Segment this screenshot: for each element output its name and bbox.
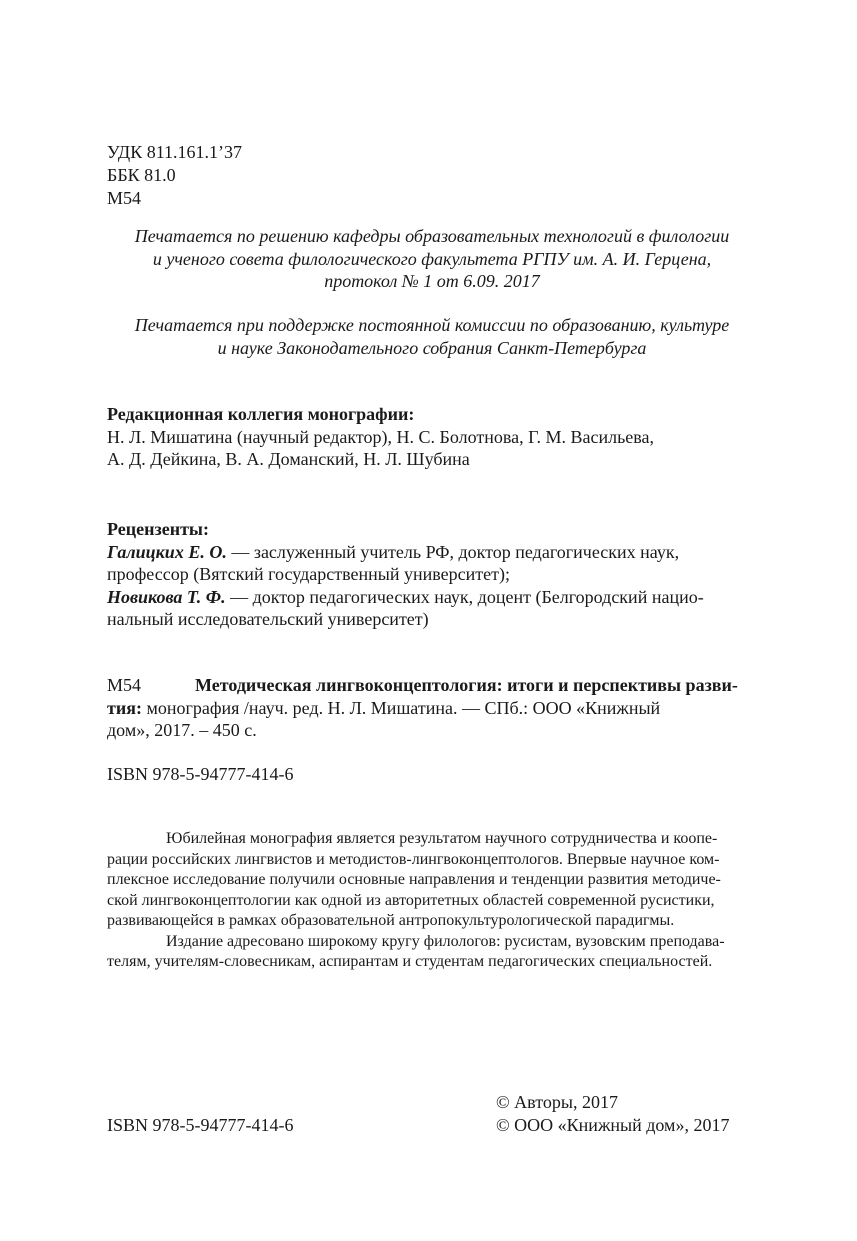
abstract [107,829,770,973]
copyright [496,1091,729,1136]
publication-decision [107,225,757,293]
support-line-2: и науке Законодательного собрания Санкт-Петербурга [217,337,647,358]
abstract-line: ской лингвоконцептологии как одной из авторитетных областей современной русистики, [107,891,715,909]
biblio-title-part-1: Методическая лингвоконцептология: итоги и перспективы разви- [195,675,738,695]
reviewer-2 [107,586,704,609]
biblio-title-part-2: тия: [107,697,142,718]
reviewer-2-desc: — доктор педагогических наук, доцент (Белгородский нацио- [225,586,704,607]
abstract-line: рации российских лингвистов и методистов-лингвоконцептологов. Впервые научное ком- [107,850,720,868]
editorial-line-1: Н. Л. Мишатина (научный редактор), Н. С. Болотнова, Г. М. Васильева, [107,426,655,447]
editorial-heading: Редакционная коллегия монографии: [107,404,415,424]
decision-line-2: и ученого совета филологического факультета РГПУ им. А. И. Герцена, [152,248,712,269]
reviewer-2-name: Новикова Т. Ф. [107,586,226,607]
reviewers [107,518,704,631]
decision-line-3: протокол № 1 от 6.09. 2017 [324,271,540,291]
reviewer-1-name: Галицких Е. О. [107,541,227,562]
copyright-publisher: © ООО «Книжный дом», 2017 [496,1114,730,1135]
bbk-code: ББК 81.0 [107,165,176,185]
biblio-line-2 [107,697,660,720]
reviewer-2-line-2: нальный исследовательский университет) [107,609,429,629]
biblio-line-3: дом», 2017. – 450 с. [107,720,257,740]
reviewers-heading: Рецензенты: [107,519,209,539]
abstract-line: Издание адресовано широкому кругу филологов: русистам, вузовским преподава- [166,932,725,950]
abstract-line: развивающейся в рамках образовательной антропокультурологической парадигмы. [107,912,675,929]
udk-code: УДК 811.161.1’37 [107,142,243,162]
isbn-top: ISBN 978-5-94777-414-6 [107,764,294,784]
abstract-line: телям, учителям-словесникам, аспирантам и студентам педагогических специальностей. [107,953,713,970]
editorial-board [107,403,654,471]
reviewer-1-desc: — заслуженный учитель РФ, доктор педагогических наук, [226,541,680,562]
abstract-line: плексное исследование получили основные направления и тенденции развития методиче- [107,871,721,888]
author-mark: М54 [107,188,142,208]
reviewer-1 [107,541,704,564]
biblio-rest: монография /науч. ред. Н. Л. Мишатина. — СПб.: ООО «Книжный [141,697,661,718]
abstract-line: Юбилейная монография является результатом научного сотрудничества и коопе- [166,830,718,847]
support-line-1: Печатается при поддержке постоянной комиссии по образованию, культуре [134,315,730,335]
reviewer-1-line-2: профессор (Вятский государственный университет); [107,564,510,584]
support-note [107,314,757,359]
biblio-code: М54 [107,675,142,695]
decision-line-1: Печатается по решению кафедры образовательных технологий в филологии [134,226,730,246]
classification-codes [107,141,242,210]
copyright-authors: © Авторы, 2017 [496,1092,618,1112]
editorial-line-2: А. Д. Дейкина, В. А. Доманский, Н. Л. Шубина [107,449,470,469]
isbn-bottom: ISBN 978-5-94777-414-6 [107,1115,294,1135]
